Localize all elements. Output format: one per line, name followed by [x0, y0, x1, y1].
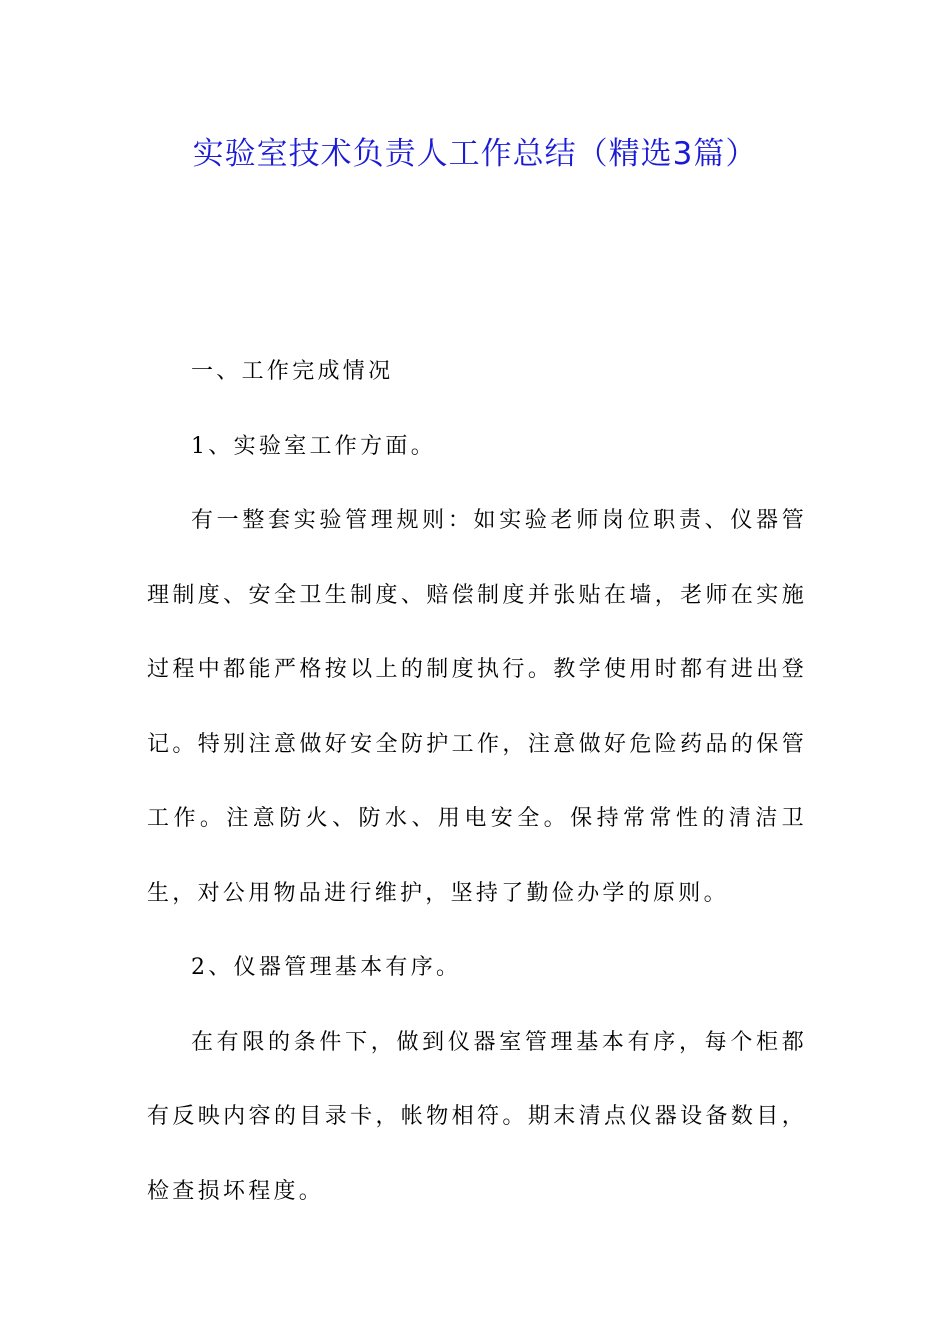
- document-title: 实验室技术负责人工作总结（精选3篇）: [192, 136, 758, 172]
- subheading-lab-work: 1、实验室工作方面。: [191, 433, 436, 459]
- section-heading-work-completion: 一、工作完成情况: [191, 359, 394, 384]
- paragraph-lab-rules: 有一整套实验管理规则：如实验老师岗位职责、仪器管理制度、安全卫生制度、赔偿制度并张贴在墙，老师在实施过程中都能严格按以上的制度执行。教学使用时都有进出登记。特别注意做好安全防护工作，注意做好危险药品的保管工作。注意防火、防水、用电安全。保持常常性的清洁卫生，对公用物品进行维护，坚持了勤俭办学的原则。: [147, 508, 807, 906]
- document-body: [147, 335, 807, 1229]
- subheading-instrument-management: 2、仪器管理基本有序。: [191, 955, 462, 980]
- paragraph-instrument-room: 在有限的条件下，做到仪器室管理基本有序，每个柜都有反映内容的目录卡，帐物相符。期末清点仪器设备数目，检查损坏程度。: [147, 1029, 807, 1204]
